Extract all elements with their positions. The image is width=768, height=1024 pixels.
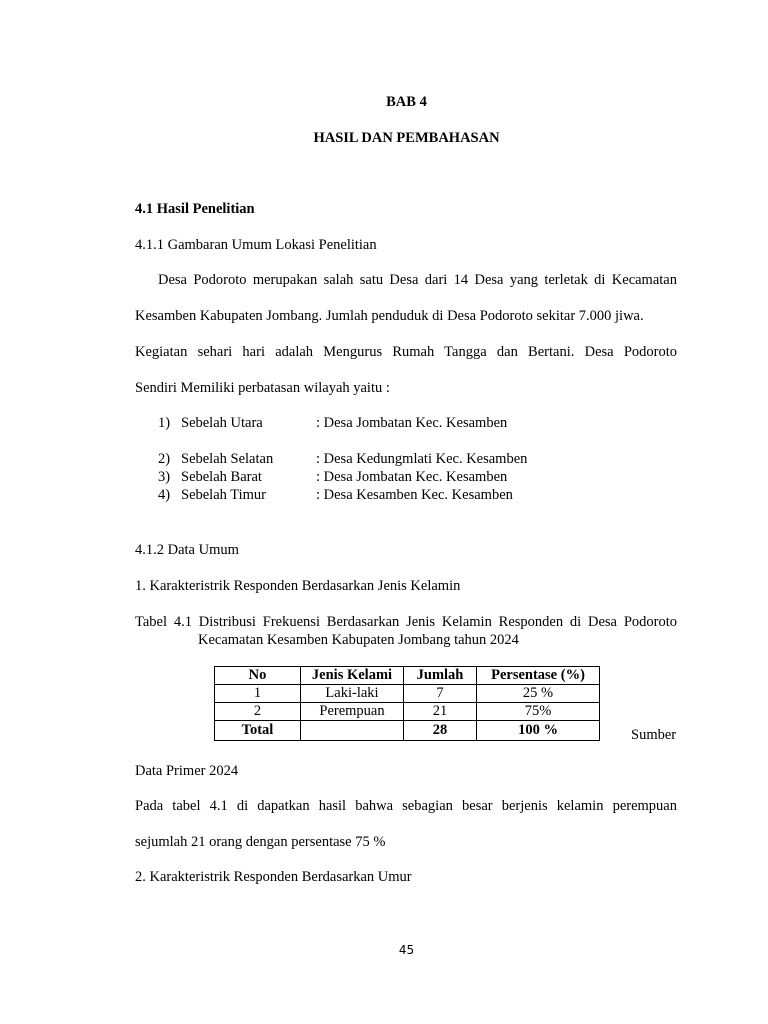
- table-header-row: [215, 667, 600, 685]
- table-caption: Tabel 4.1 Distribusi Frekuensi Berdasarkan Jenis Kelamin Responden di Desa Podoroto: [135, 614, 677, 630]
- list-number: 3): [158, 469, 171, 485]
- paragraph-line: Sendiri Memiliki perbatasan wilayah yaitu :: [135, 380, 390, 396]
- table-cell: 21: [404, 703, 477, 721]
- boundary-label: Sebelah Utara: [181, 415, 263, 431]
- analysis-line: sejumlah 21 orang dengan persentase 75 %: [135, 834, 386, 850]
- chapter-number: BAB 4: [386, 94, 427, 110]
- analysis-line: Pada tabel 4.1 di dapatkan hasil bahwa sebagian besar berjenis kelamin perempuan: [135, 798, 677, 814]
- list-number: 4): [158, 487, 171, 503]
- paragraph-line: Kegiatan sehari hari adalah Mengurus Rumah Tangga dan Bertani. Desa Podoroto: [135, 344, 677, 360]
- table-cell: Perempuan: [301, 703, 404, 721]
- table-cell: 28: [404, 721, 477, 741]
- section-heading-4-1: 4.1 Hasil Penelitian: [135, 201, 255, 217]
- table-cell: Total: [215, 721, 301, 741]
- table-source: Sumber: [631, 727, 677, 743]
- boundary-label: Sebelah Timur: [181, 487, 266, 503]
- table-total-row: [215, 721, 600, 741]
- column-header: Jumlah: [404, 667, 477, 685]
- list-number: 2): [158, 451, 171, 467]
- table-cell: 100 %: [477, 721, 600, 741]
- page-number: 45: [398, 943, 415, 957]
- table-cell: Laki-laki: [301, 685, 404, 703]
- table-cell: 2: [215, 703, 301, 721]
- boundary-label: Sebelah Barat: [181, 469, 262, 485]
- boundary-value: : Desa Jombatan Kec. Kesamben: [316, 469, 508, 485]
- column-header: No: [215, 667, 301, 685]
- column-header: Jenis Kelami: [301, 667, 404, 685]
- table-caption-continued: Kecamatan Kesamben Kabupaten Jombang tahun 2024: [198, 632, 519, 648]
- boundary-value: : Desa Kedungmlati Kec. Kesamben: [316, 451, 528, 467]
- table-cell: 75%: [477, 703, 600, 721]
- boundary-value: : Desa Jombatan Kec. Kesamben: [316, 415, 508, 431]
- subsection-heading-4-1-2: 4.1.2 Data Umum: [135, 542, 239, 558]
- table-row: [215, 703, 600, 721]
- table-cell: 1: [215, 685, 301, 703]
- frequency-table: [214, 666, 600, 741]
- chapter-title: HASIL DAN PEMBAHASAN: [313, 130, 500, 146]
- boundary-value: : Desa Kesamben Kec. Kesamben: [316, 487, 513, 503]
- table-source-continued: Data Primer 2024: [135, 763, 239, 779]
- column-header: Persentase (%): [477, 667, 600, 685]
- table-cell: 7: [404, 685, 477, 703]
- table-cell: 25 %: [477, 685, 600, 703]
- boundary-label: Sebelah Selatan: [181, 451, 274, 467]
- paragraph-line: Desa Podoroto merupakan salah satu Desa dari 14 Desa yang terletak di Kecamatan: [158, 272, 677, 288]
- table-row: [215, 685, 600, 703]
- item-heading: 2. Karakteristrik Responden Berdasarkan Umur: [135, 869, 412, 885]
- subsection-heading-4-1-1: 4.1.1 Gambaran Umum Lokasi Penelitian: [135, 237, 377, 253]
- list-number: 1): [158, 415, 171, 431]
- paragraph-line: Kesamben Kabupaten Jombang. Jumlah penduduk di Desa Podoroto sekitar 7.000 jiwa.: [135, 308, 644, 324]
- item-heading: 1. Karakteristrik Responden Berdasarkan Jenis Kelamin: [135, 578, 461, 594]
- table-cell: [301, 721, 404, 741]
